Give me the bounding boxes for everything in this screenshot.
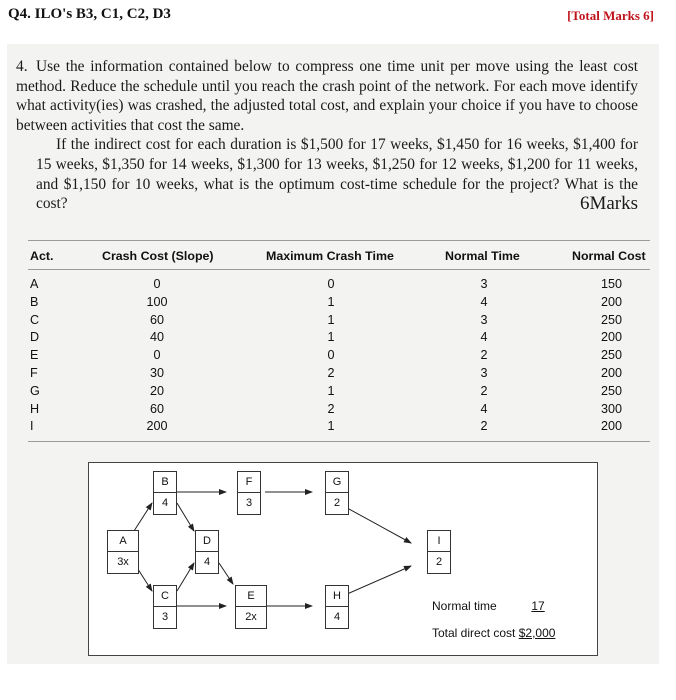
col-slope: [127, 276, 187, 436]
total-direct-cost-value: $2,000: [518, 626, 556, 640]
col-header-act: Act.: [30, 249, 54, 263]
question-para1-text: Use the information contained below to compress one time unit per move using the least cost method. Reduce the schedule until you reach the crash point of the network. For each move identify what activity(ies) was crashed, the adjusted total cost, and explain your choice if you have to choose between activities that cost the same.: [16, 58, 638, 134]
table-cell: 0: [327, 277, 335, 291]
table-cell: B: [30, 294, 39, 309]
total-marks: [Total Marks 6]: [567, 8, 654, 23]
table-cell: 200: [600, 365, 622, 380]
question-text: [16, 57, 638, 214]
node-f: [237, 471, 261, 515]
table-cell: 3: [480, 365, 488, 380]
table-cell: 60: [149, 401, 164, 416]
table-cell: 2: [327, 365, 335, 380]
col-header-slope: Crash Cost (Slope): [102, 249, 214, 263]
table-cell: 4: [480, 401, 488, 416]
table-cell: 200: [146, 419, 168, 434]
node-h: [325, 585, 349, 629]
node-label: A: [108, 531, 138, 552]
table-header-rule: [28, 269, 650, 270]
node-label: F: [238, 472, 260, 493]
node-duration: 3: [245, 497, 253, 509]
table-cell: 4: [480, 294, 488, 309]
node-e: [235, 585, 267, 629]
total-direct-cost-label: Total direct cost: [432, 626, 516, 640]
table-cell: 1: [327, 294, 335, 309]
col-header-max-crash: Maximum Crash Time: [266, 249, 394, 263]
table-cell: 1: [327, 383, 335, 398]
table-cell: 2: [327, 401, 335, 416]
node-label: G: [326, 472, 348, 493]
table-cell: 100: [146, 294, 168, 309]
table-cell: C: [30, 312, 40, 327]
node-b: [153, 471, 177, 515]
arrow-c-d: [177, 563, 194, 591]
table-cell: 4: [480, 330, 488, 345]
node-duration: 4: [203, 556, 211, 568]
col-normal-time: [454, 276, 514, 436]
table-cell: E: [30, 348, 39, 363]
table-cell: I: [30, 419, 34, 434]
col-header-normal-cost: Normal Cost: [572, 249, 646, 263]
table-cell: 1: [327, 312, 335, 327]
normal-time-label: Normal time: [432, 599, 497, 613]
question-number: 4.: [16, 58, 28, 75]
table-cell: D: [30, 330, 40, 345]
node-a: [107, 530, 139, 574]
node-label: C: [154, 586, 176, 607]
normal-time-value: 17: [531, 599, 545, 613]
table-cell: 30: [149, 365, 164, 380]
normal-time-row: [432, 599, 545, 613]
question-paragraph-1: [16, 57, 638, 135]
col-normal-cost: [580, 276, 622, 436]
node-c: [153, 585, 177, 629]
node-duration: 4: [333, 611, 341, 623]
table-cell: 2: [480, 348, 488, 363]
table-cell: 250: [600, 348, 622, 363]
node-duration: 3x: [117, 556, 129, 568]
table-cell: H: [30, 401, 40, 416]
arrow-b-d: [177, 503, 194, 531]
node-label: D: [196, 531, 218, 552]
table-cell: F: [30, 365, 38, 380]
table-cell: 0: [153, 348, 161, 363]
col-header-normal-time: Normal Time: [445, 249, 520, 263]
table-cell: 300: [600, 401, 622, 416]
table-cell: 0: [153, 277, 161, 291]
table-cell: 60: [149, 312, 164, 327]
arrow-d-e: [219, 563, 233, 584]
node-duration: 2: [333, 497, 341, 509]
arrow-a-b: [134, 503, 152, 531]
table-cell: 1: [327, 330, 335, 345]
total-direct-cost-row: [432, 626, 555, 640]
table-cell: 200: [600, 419, 622, 434]
table-cell: 20: [149, 383, 164, 398]
network-diagram: [88, 462, 598, 656]
node-duration: 2x: [245, 611, 257, 623]
node-d: [195, 530, 219, 574]
question-para2-text: If the indirect cost for each duration is $1,500 for 17 weeks, $1,450 for 16 weeks, $1,400 for 15 weeks, $1,350 for 14 weeks, $1,300 for 13 weeks, $1,250 for 12 weeks, $1,200 for 11 weeks, and $1,150 for 10 weeks, what is the optimum cost-time schedule for the project? What is the cost?: [36, 136, 638, 213]
node-g: [325, 471, 349, 515]
table-cell: 3: [480, 312, 488, 327]
table-cell: 150: [600, 277, 622, 291]
question-header-title: Q4. ILO's B3, C1, C2, D3: [8, 6, 171, 22]
node-label: I: [428, 531, 450, 552]
col-max-crash: [301, 276, 361, 436]
table-cell: 200: [600, 330, 622, 345]
table-cell: 1: [327, 419, 335, 434]
table-cell: 3: [480, 277, 488, 291]
table-top-rule: [28, 240, 650, 241]
question-marks: 6Marks: [579, 193, 638, 215]
node-duration: 2: [435, 556, 443, 568]
table-cell: A: [30, 277, 39, 291]
table-cell: 40: [149, 330, 164, 345]
node-duration: 4: [161, 497, 169, 509]
table-cell: 2: [480, 419, 488, 434]
question-paragraph-2: [16, 135, 638, 213]
table-cell: 250: [600, 312, 622, 327]
col-act: [30, 276, 50, 436]
node-label: H: [326, 586, 348, 607]
node-label: B: [154, 472, 176, 493]
table-cell: 250: [600, 383, 622, 398]
table-cell: 0: [327, 348, 335, 363]
node-label: E: [236, 586, 266, 607]
node-i: [427, 530, 451, 574]
table-cell: 200: [600, 294, 622, 309]
table-cell: G: [30, 383, 40, 398]
node-duration: 3: [161, 611, 169, 623]
table-cell: 2: [480, 383, 488, 398]
table-bottom-rule: [28, 441, 650, 442]
